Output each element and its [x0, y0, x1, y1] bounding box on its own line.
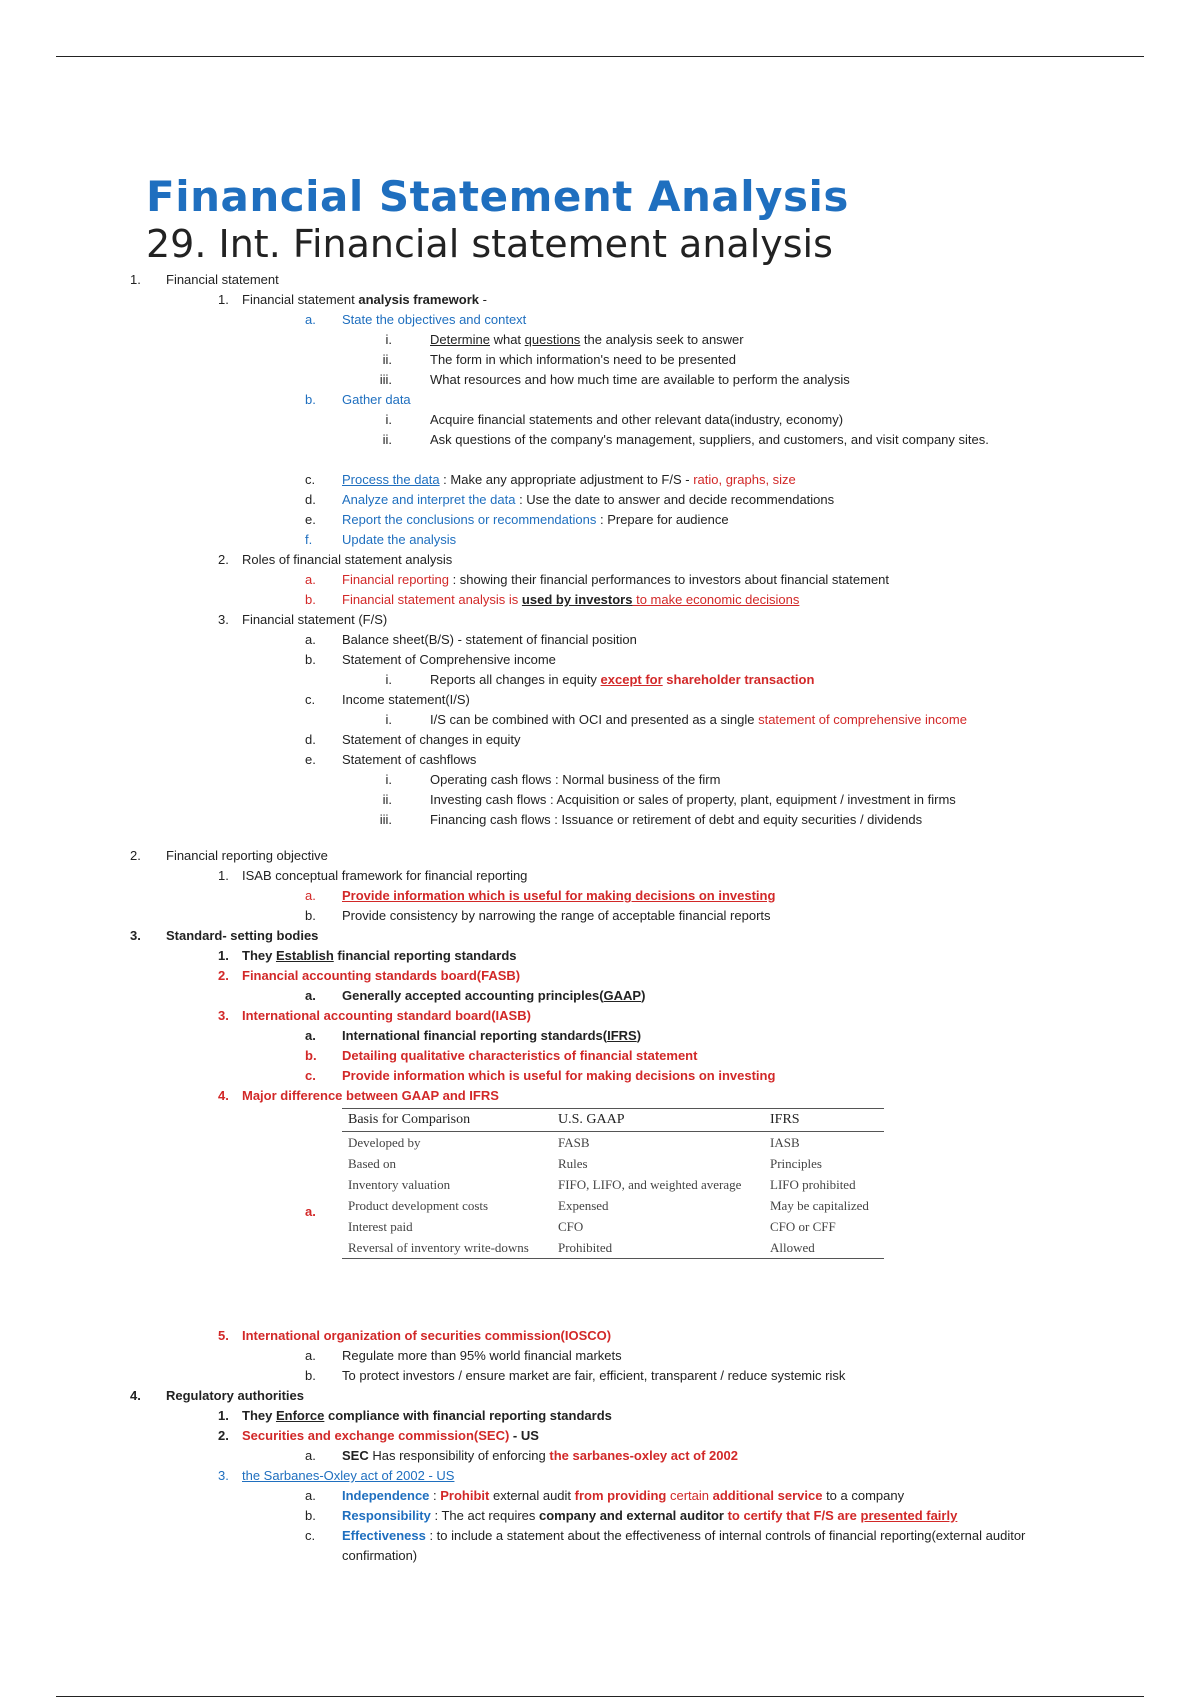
outline-item: 1. They Enforce compliance with financial reporting standards	[218, 1408, 612, 1423]
outline-item: ii. Ask questions of the company's management, suppliers, and customers, and visit company sites.	[382, 432, 989, 447]
table-cell: FASB	[558, 1135, 590, 1150]
outline-item: 5. International organization of securities commission(IOSCO)	[218, 1328, 612, 1343]
outline-item: a. Balance sheet(B/S) - statement of financial position	[305, 632, 637, 647]
outline-item: a. SEC Has responsibility of enforcing the sarbanes-oxley act of 2002	[305, 1448, 738, 1463]
table-cell: Rules	[558, 1156, 588, 1171]
table-row	[342, 1153, 884, 1174]
outline-item: b. Provide consistency by narrowing the range of acceptable financial reports	[305, 908, 771, 923]
table-row	[342, 1132, 884, 1154]
outline-item: a. Generally accepted accounting principles(GAAP)	[305, 988, 646, 1003]
table-cell: FIFO, LIFO, and weighted average	[558, 1177, 742, 1192]
table-cell: Reversal of inventory write-downs	[342, 1237, 552, 1259]
outline-item: 4. Major difference between GAAP and IFRS	[218, 1088, 499, 1103]
table-cell: CFO or CFF	[770, 1219, 836, 1234]
table-cell: Prohibited	[552, 1237, 764, 1259]
table-header: Basis for Comparison	[342, 1109, 552, 1132]
table-cell: LIFO prohibited	[770, 1177, 856, 1192]
outline-item: 3. Standard- setting bodies	[130, 928, 319, 943]
outline-item: i. Reports all changes in equity except for shareholder transaction	[385, 672, 815, 687]
outline-item: 1. They Establish financial reporting standards	[218, 948, 517, 963]
outline-item: a. State the objectives and context	[305, 312, 527, 327]
outline-item: 3. Financial statement (F/S)	[218, 612, 388, 627]
table-header: U.S. GAAP	[552, 1109, 764, 1132]
outline-item: a. Financial reporting : showing their financial performances to investors about financial statement	[305, 572, 890, 587]
outline-item: b. Detailing qualitative characteristics of financial statement	[305, 1048, 698, 1063]
outline-item: d. Analyze and interpret the data : Use the date to answer and decide recommendations	[305, 492, 835, 507]
outline-item: f. Update the analysis	[305, 532, 457, 547]
gaap-ifrs-comparison-table	[342, 1108, 884, 1259]
table-cell: Developed by	[348, 1135, 421, 1150]
outline-item: iii. Financing cash flows : Issuance or retirement of debt and equity securities / dividends	[379, 812, 923, 827]
sarbanes-oxley-link[interactable]: the Sarbanes-Oxley act of 2002 - US	[242, 1468, 455, 1483]
outline-item: 1. ISAB conceptual framework for financial reporting	[218, 868, 528, 883]
outline-item: 2. Roles of financial statement analysis	[218, 552, 453, 567]
comparison-table-block: a. Basis for Comparison U.S. GAAP IFRS Developed by FASB IASB Based on Rules Principles Inventory valuation FIFO, LIFO, and weighted average LIFO prohibited Product development costs Expensed May be capitalized Interest paid CFO CFO or CFF Reversal of inventory write-downs Prohibited Allowed	[0, 1106, 1200, 1326]
outline-item: e. Statement of cashflows	[305, 752, 477, 767]
table-cell: May be capitalized	[770, 1198, 869, 1213]
page-title: Financial Statement Analysis	[146, 172, 849, 221]
table-cell: Based on	[348, 1156, 397, 1171]
table-cell: IASB	[770, 1135, 800, 1150]
table-cell: Interest paid	[348, 1219, 413, 1234]
outline-item: d. Statement of changes in equity	[305, 732, 521, 747]
table-row	[342, 1216, 884, 1237]
table-cell: Allowed	[764, 1237, 884, 1259]
outline-item: b. To protect investors / ensure market are fair, efficient, transparent / reduce systemic risk	[305, 1368, 846, 1383]
page-subtitle: 29. Int. Financial statement analysis	[146, 222, 833, 266]
outline-item: b. Statement of Comprehensive income	[305, 652, 556, 667]
table-cell: CFO	[558, 1219, 584, 1234]
table-cell: Expensed	[558, 1198, 609, 1213]
outline-item: ii. The form in which information's need to be presented	[382, 352, 736, 367]
outline-item: c. Effectiveness : to include a statement about the effectiveness of internal controls of financial reporting(external auditor confirmation)	[305, 1528, 1026, 1563]
outline-item: e. Report the conclusions or recommendations : Prepare for audience	[305, 512, 729, 527]
process-data-link[interactable]: Process the data	[342, 472, 440, 487]
outline-item: iii. What resources and how much time are available to perform the analysis	[379, 372, 850, 387]
outline-item: b. Responsibility : The act requires company and external auditor to certify that F/S are presented fairly	[305, 1508, 958, 1523]
outline-item: 1. Financial statement	[130, 272, 279, 287]
table-row	[342, 1195, 884, 1216]
outline-item: 2. Financial reporting objective	[130, 848, 328, 863]
outline-item: i. I/S can be combined with OCI and presented as a single statement of comprehensive income	[385, 712, 967, 727]
outline-item: c. Provide information which is useful for making decisions on investing	[305, 1068, 776, 1083]
table-cell: Inventory valuation	[348, 1177, 451, 1192]
outline-item: 3. the Sarbanes-Oxley act of 2002 - US	[0, 1466, 1200, 1486]
outline	[0, 270, 1200, 1566]
outline-item: a. Provide information which is useful for making decisions on investing	[305, 888, 776, 903]
outline-item: 3. International accounting standard board(IASB)	[218, 1008, 531, 1023]
table-row	[342, 1174, 884, 1195]
outline-item: i. Determine what questions the analysis seek to answer	[385, 332, 744, 347]
table-header-row	[342, 1109, 884, 1132]
bottom-rule	[56, 1696, 1144, 1697]
outline-item: 1. Financial statement analysis framework -	[218, 292, 487, 307]
outline-item: i. Acquire financial statements and other relevant data(industry, economy)	[385, 412, 844, 427]
table-row	[342, 1237, 884, 1259]
outline-item: 2. Securities and exchange commission(SEC) - US	[218, 1428, 539, 1443]
outline-item: 2. Financial accounting standards board(FASB)	[218, 968, 521, 983]
outline-item: 4. Regulatory authorities	[130, 1388, 304, 1403]
table-cell: Product development costs	[348, 1198, 489, 1213]
outline-item: b. Financial statement analysis is used by investors to make economic decisions	[305, 592, 800, 607]
outline-item: b. Gather data	[305, 392, 411, 407]
outline-item: a. Regulate more than 95% world financial markets	[305, 1348, 622, 1363]
outline-item: c. Income statement(I/S)	[305, 692, 470, 707]
outline-item: ii. Investing cash flows : Acquisition or sales of property, plant, equipment / investment in firms	[382, 792, 956, 807]
outline-item: a. Independence : Prohibit external audit from providing certain additional service to a company	[305, 1488, 905, 1503]
outline-item: i. Operating cash flows : Normal business of the firm	[385, 772, 721, 787]
outline-item: c. Process the data : Make any appropriate adjustment to F/S - ratio, graphs, size	[305, 472, 796, 487]
table-cell: Principles	[770, 1156, 822, 1171]
top-rule	[56, 56, 1144, 57]
table-header: IFRS	[764, 1109, 884, 1132]
outline-item: a. International financial reporting standards(IFRS)	[305, 1028, 642, 1043]
